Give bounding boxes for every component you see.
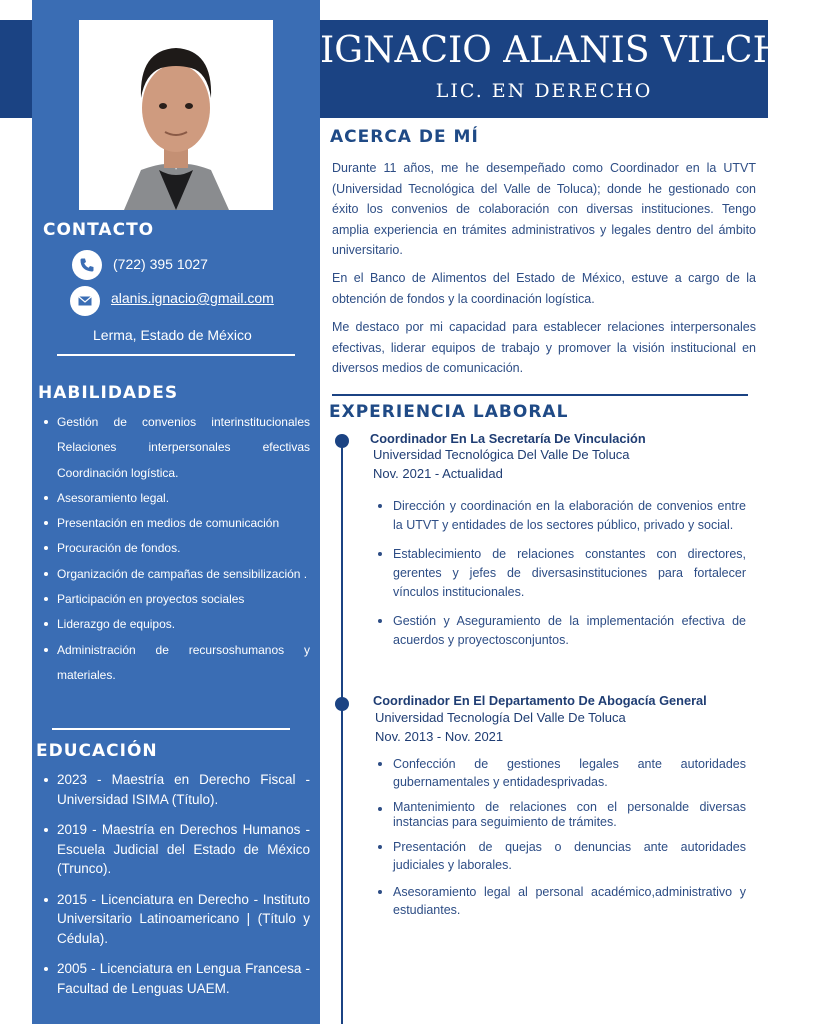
timeline-marker [335,434,349,448]
experience-divider [332,394,748,396]
skill-item: Participación en proyectos sociales [40,587,310,612]
job-task: Gestión y Aseguramiento de la implementación efectiva de acuerdos y proyectosconjuntos. [373,612,746,650]
job-title: Coordinador En La Secretaría De Vinculación [370,431,646,446]
about-heading: ACERCA DE MÍ [330,127,479,147]
job-task-list [373,755,746,928]
education-item: 2005 - Licenciatura en Lengua Francesa - Facultad de Lenguas UAEM. [40,959,310,998]
candidate-name: IGNACIO ALANIS VILCHIS [320,30,823,71]
education-list [40,770,310,1009]
contact-location: Lerma, Estado de México [93,327,252,343]
job-task: Presentación de quejas o denuncias ante autoridades judiciales y laborales. [373,838,746,874]
job-title: Coordinador En El Departamento De Abogacía General [373,693,707,708]
education-item: 2019 - Maestría en Derechos Humanos - Escuela Judicial del Estado de México (Trunco). [40,820,310,879]
about-paragraph: Durante 11 años, me he desempeñado como Coordinador en la UTVT (Universidad Tecnológica del Valle de Toluca); donde he gestionado con éxito los convenios de colaboración con diversas instituciones. Tengo amplia experiencia en trámites administrativos y legales dentro del ámbito universitario. [332,161,756,257]
skill-item: Presentación en medios de comunicación [40,511,310,536]
about-paragraph: En el Banco de Alimentos del Estado de México, estuve a cargo de la obtención de fondos y la coordinación logística. [332,271,756,306]
skill-item: Organización de campañas de sensibilización . [40,562,310,587]
job-task: Establecimiento de relaciones constantes con directores, gerentes y jefes de diversasinstituciones para fortalecer vínculos institucionales. [373,545,746,602]
job-organization: Universidad Tecnología Del Valle De Toluca [375,710,626,725]
job-task: Mantenimiento de relaciones con el personalde diversas instancias para seguimiento de trámites. [373,800,746,829]
job-period: Nov. 2021 - Actualidad [373,466,503,481]
job-task: Confección de gestiones legales ante autoridades gubernamentales y entidadesprivadas. [373,755,746,791]
contact-email-link[interactable]: alanis.ignacio@gmail.com [111,290,274,306]
job-task: Asesoramiento legal al personal académico,administrativo y estudiantes. [373,883,746,919]
experience-timeline [341,440,343,1024]
skills-divider [52,728,290,730]
phone-icon [72,250,102,280]
profile-photo [79,20,273,210]
job-task-list [373,497,746,660]
timeline-marker [335,697,349,711]
skills-list [40,410,310,688]
skill-item: Administración de recursoshumanos y materiales. [40,638,310,689]
job-task: Dirección y coordinación en la elaboración de convenios entre la UTVT y entidades de los sectores público, privado y social. [373,497,746,535]
skill-item: Gestión de convenios interinstitucionales Relaciones interpersonales efectivas Coordinación logística. [40,410,310,486]
skills-heading: HABILIDADES [38,383,179,403]
job-period: Nov. 2013 - Nov. 2021 [375,729,504,744]
email-icon [70,286,100,316]
education-item: 2015 - Licenciatura en Derecho - Instituto Universitario Latinoamericano | (Título y Cédula). [40,890,310,949]
contact-divider [57,354,295,356]
education-item: 2023 - Maestría en Derecho Fiscal - Universidad ISIMA (Título). [40,770,310,809]
experience-heading: EXPERIENCIA LABORAL [329,402,569,422]
job-organization: Universidad Tecnológica Del Valle De Toluca [373,447,630,462]
contact-heading: CONTACTO [43,220,155,240]
skill-item: Procuración de fondos. [40,536,310,561]
skill-item: Liderazgo de equipos. [40,612,310,637]
contact-phone: (722) 395 1027 [113,256,208,272]
about-paragraph: Me destaco por mi capacidad para establecer relaciones interpersonales efectivas, liderar equipos de trabajo y promover la visión institucional en diversos medios de comunicación. [332,320,756,375]
candidate-title: LIC. EN DERECHO [435,80,653,102]
skill-item: Asesoramiento legal. [40,486,310,511]
education-heading: EDUCACIÓN [36,741,158,761]
